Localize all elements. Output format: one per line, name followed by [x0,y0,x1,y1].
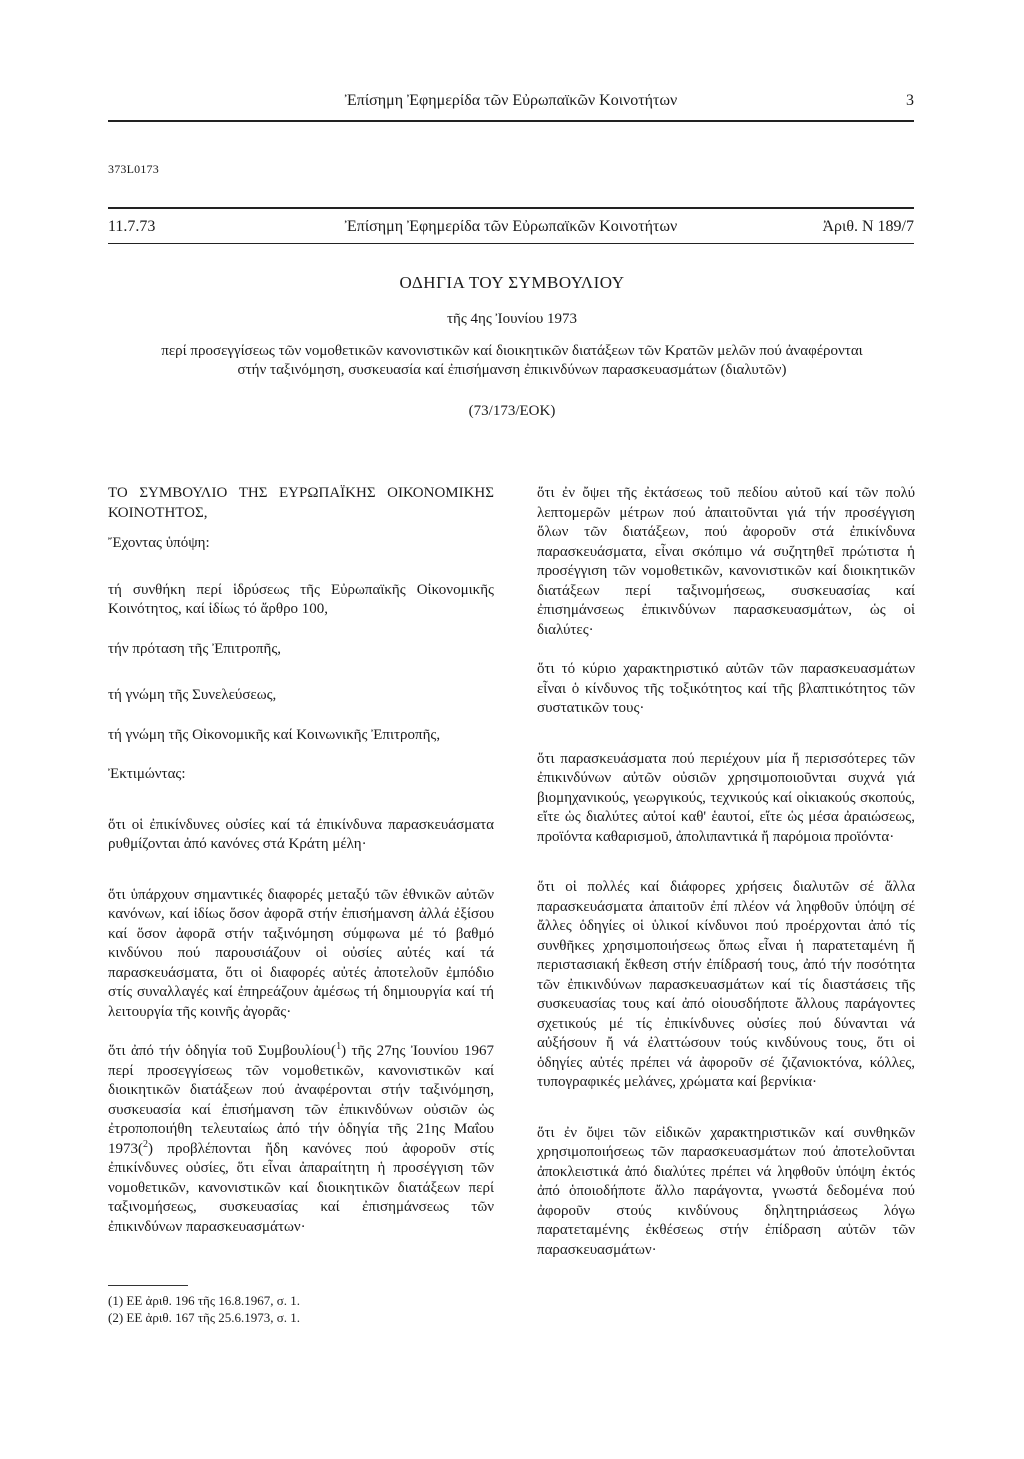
recital-6: ὅτι παρασκευάσματα πού περιέχουν μία ἤ περισσότερες τῶν ἐπικινδύνων αὐτῶν οὐσιῶν χρησιμοποιοῦνται συχνά γιά βιομηχανικούς, γεωργικούς, τεχνικούς καί οἰκιακούς σκοπούς, εἴτε ὡς διαλύτες αὐτοί καθ' ἑαυτοί, εἴτε ὡς μέσα ἀραιώσεως, προϊόντα καθαρισμοῦ, ἀπολιπαντικά ἤ παρόμοια προϊόντα· [537,750,915,845]
recital-3-text-a: ὅτι ἀπό τήν ὁδηγία τοῦ Συμβουλίου( [108,1043,337,1059]
footnote-ref-1: 1 [336,1041,342,1052]
directive-title: ΟΔΗΓΙΑ ΤΟΥ ΣΥΜΒΟΥΛΙΟΥ [399,273,625,292]
issue-line [108,218,914,240]
having-regard: Ἔχοντας ὑπόψη: [108,535,210,551]
footnote-1-mark: (1) [108,1293,124,1308]
footnote-2 [108,1309,494,1326]
recital-8: ὅτι ἐν ὄψει τῶν εἰδικῶν χαρακτηριστικῶν καί συνθηκῶν χρησιμοποιήσεως τῶν παρασκευασμάτων πού ἀποτελοῦνται ἀποκλειστικά ἀπό διαλύτες πρέπει νά ληφθοῦν ὑπόψη ἐκτός ἀπό ὁποιοδήποτε ἄλλο παράγοντα, γνωστά δεδομένα πού ἀφοροῦν στούς κινδύνους δηλητηριάσεως λόγω παρατεταμένης ἐκθέσεως στήν ἐπίδραση αὐτῶν τῶν παρασκευασμάτων· [537,1124,915,1258]
citation-esc: τή γνώμη τῆς Οἰκονομικῆς καί Κοινωνικῆς Ἐπιτροπῆς, [108,726,441,743]
recital-7: ὅτι οἱ πολλές καί διάφορες χρήσεις διαλυτῶν σέ ἄλλα παρασκευάσματα ἀπαιτοῦν ἐπί πλέον νά ληφθοῦν ὑπόψη σέ ἄλλες ὁδηγίες οἱ ὑλικοί κίνδυνοι πού προέρχονται ἀπό τίς συνθῆκες χρησιμοποιήσεως ὅπως εἶναι ἡ παρατεταμένη ἤ περιστασιακή ἔκθεση στήν ἐπίδρασή τους, ἀπό τήν ποσότητα τῶν ἐπικινδύνων παρασκευασμάτων καί τίς διαστάσεις τῆς συσκευασίας τους καί ἀπό οἱουσδήποτε ἄλλους παράγοντες σχετικούς μέ τίς ἐπικίνδυνες οὐσίες πού δύνανται νά αὐξήσουν ἤ νά ἐλαττώσουν τούς κινδύνους τους, ὅτι οἱ ὁδηγίες αὐτές πρέπει νά ἀφοροῦν σέ ζιζανιοκτόνα, κόλλες, τυπογραφικές μελάνες, χρώματα καί βερνίκια· [537,879,915,1090]
recital-5: ὅτι τό κύριο χαρακτηριστικό αὐτῶν τῶν παρασκευασμάτων εἶναι ὁ κίνδυνος τῆς τοξικότητος καί τῆς βλαπτικότητος τῶν συστατικῶν τους· [537,661,915,716]
recital-3 [108,1042,494,1237]
document-code: 373L0173 [108,162,159,176]
directive-title-block [150,273,874,420]
recital-2: ὅτι ὑπάρχουν σημαντικές διαφορές μεταξύ τῶν ἐθνικῶν αὐτῶν κανόνων, καί ἰδίως ὅσον ἀφορᾶ στήν ἐπισήμανση ἀλλά ἐξίσου καί ὅσον ἀφορᾶ στήν ταξινόμηση σύμφωνα μέ τό βαθμό κινδύνου πού παρουσιάζουν οἱ οὐσίες αὐτές καί τά παρασκευάσματα, ὅτι οἱ διαφορές αὐτές ἀποτελοῦν ἐμπόδιο στίς συναλλαγές καί ἐπηρεάζουν ἀμέσως τή δημιουργία καί τή λειτουργία τῆς κοινῆς ἀγορᾶς· [108,886,494,1020]
issue-bottom-rule [108,243,914,244]
running-header [108,92,914,116]
running-title: Ἐπίσημη Ἐφημερίδα τῶν Εὐρωπαϊκῶν Κοινοτήτων [344,92,678,109]
directive-subject: περί προσεγγίσεως τῶν νομοθετικῶν κανονιστικῶν καί διοικητικῶν διατάξεων τῶν Κρατῶν μελῶν πού ἀναφέρονται στήν ταξινόμηση, συσκευασία καί ἐπισήμανση ἐπικινδύνων παρασκευασμάτων (διαλυτῶν) [161,343,863,378]
directive-reference: (73/173/ΕΟΚ) [468,403,556,419]
citation-assembly: τή γνώμη τῆς Συνελεύσεως, [108,687,277,703]
issue-number: Ἀριθ. Ν 189/7 [822,218,914,235]
issue-title: Ἐπίσημη Ἐφημερίδα τῶν Εὐρωπαϊκῶν Κοινοτήτων [344,218,678,235]
footnotes [108,1285,494,1326]
issue-top-rule [108,207,914,209]
header-rule [108,120,914,122]
footnote-1 [108,1292,494,1309]
citation-proposal: τήν πρόταση τῆς Ἐπιτροπῆς, [108,640,282,657]
recital-1: ὅτι οἱ ἐπικίνδυνες οὐσίες καί τά ἐπικίνδυνα παρασκευάσματα ρυθμίζονται ἀπό κανόνες στά Κράτη μέλη· [108,816,494,852]
recital-3-text-b: ) τῆς 27ης Ἰουνίου 1967 περί προσεγγίσεως τῶν νομοθετικῶν, κανονιστικῶν καί διοικητικῶν διατάξεων πού ἀναφέρονται στήν ταξινόμηση, συσκευασία καί ἐπισήμανση τῶν ἐπικινδύνων οὐσιῶν ὡς ἐτροποποιήθη τελευταίως ἀπό τήν ὁδηγία τῆς 21ης Μαΐου 1973( [108,1043,494,1157]
page-number: 3 [906,92,914,109]
footnote-separator [108,1285,188,1286]
whereas-heading: Ἐκτιμώντας: [108,766,186,782]
footnote-1-text: ΕΕ ἀριθ. 196 τῆς 16.8.1967, σ. 1. [126,1293,301,1308]
citation-treaty: τή συνθήκη περί ἱδρύσεως τῆς Εὐρωπαϊκῆς Οἰκονομικῆς Κοινότητος, καί ἰδίως τό ἄρθρο 100, [108,581,494,617]
right-column [537,484,915,1260]
council-heading: ΤΟ ΣΥΜΒΟΥΛΙΟ ΤΗΣ ΕΥΡΩΠΑΪΚΗΣ ΟΙΚΟΝΟΜΙΚΗΣ ΚΟΙΝΟΤΗΤΟΣ, [108,485,494,521]
footnote-2-text: ΕΕ ἀριθ. 167 τῆς 25.6.1973, σ. 1. [126,1310,301,1325]
directive-date: τῆς 4ης Ἰουνίου 1973 [446,311,578,327]
left-column [108,484,494,1237]
recital-3-text-c: ) προβλέπονται ἤδη κανόνες πού ἀφοροῦν στίς ἐπικίνδυνες οὐσίες, ὅτι εἶναι ἀπαραίτητη ἡ προσέγγιση τῶν νομοθετικῶν, κανονιστικῶν καί διοικητικῶν διατάξεων περί ταξινομήσεως, συσκευασίας καί ἐπισημάνσεως τῶν ἐπικινδύνων παρασκευασμάτων· [108,1140,494,1235]
recital-4: ὅτι ἐν ὄψει τῆς ἐκτάσεως τοῦ πεδίου αὐτοῦ καί τῶν πολύ λεπτομερῶν μέτρων πού ἀπαιτοῦνται γιά τήν προσέγγιση ὅλων τῶν διατάξεων, πού ἀφοροῦν στά ἐπικίνδυνα παρασκευάσματα, εἶναι σκόπιμο νά συζητηθεῖ πρώτιστα ἡ προσέγγιση τῶν νομοθετικῶν, κανονιστικῶν καί διοικητικῶν διατάξεων περί ταξινομήσεως, συσκευασίας καί ἐπισημάνσεως ἐπικινδύνων παρασκευασμάτων, ὡς οἱ διαλύτες· [537,485,915,638]
footnote-ref-2: 2 [143,1138,148,1150]
footnote-2-mark: (2) [108,1310,124,1325]
issue-date: 11.7.73 [108,218,156,235]
